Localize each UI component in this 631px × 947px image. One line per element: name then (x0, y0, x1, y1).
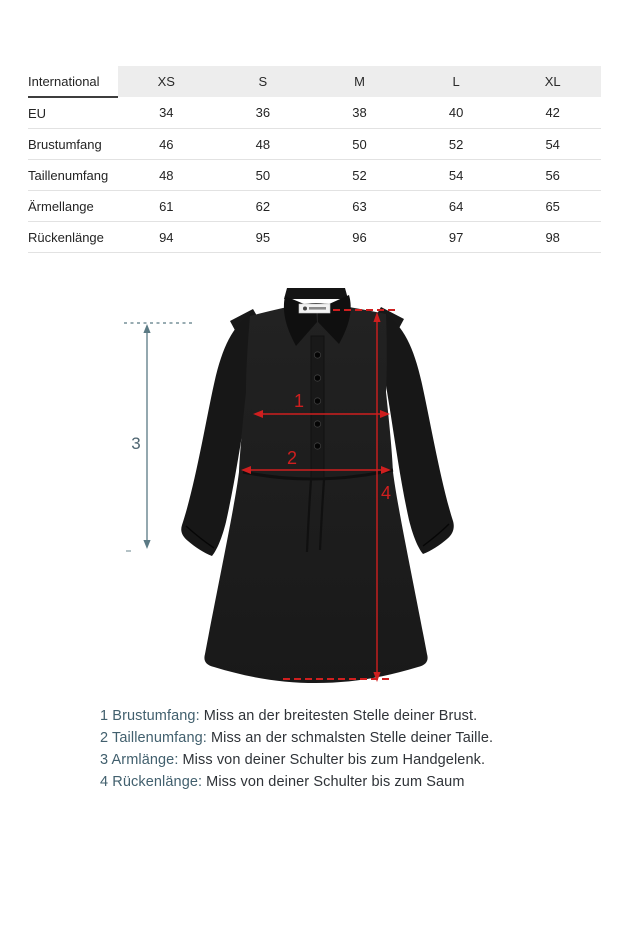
size-header-m: M (311, 66, 408, 97)
collar-band (284, 288, 348, 299)
row-label-taillenumfang: Taillenumfang (28, 160, 118, 191)
row-label-eu: EU (28, 97, 118, 129)
chest-number: 1 (293, 391, 305, 411)
size-header-s: S (215, 66, 312, 97)
cell-value: 52 (311, 160, 408, 191)
cell-value: 63 (311, 191, 408, 222)
legend-label: 2 Taillenumfang: (100, 730, 207, 746)
size-header-xs: XS (118, 66, 215, 97)
size-table (28, 66, 601, 253)
cell-value: 97 (408, 222, 505, 253)
legend-description: Miss an der schmalsten Stelle deiner Taille. (210, 730, 494, 746)
cell-value: 65 (504, 191, 601, 222)
row-label-brustumfang: Brustumfang (28, 129, 118, 160)
size-table-header-row (28, 66, 601, 97)
measurement-legend (100, 705, 560, 793)
table-corner-label: International (28, 66, 118, 97)
cell-value: 56 (504, 160, 601, 191)
legend-label: 3 Armlänge: (100, 752, 179, 768)
back-length-number: 4 (380, 483, 392, 503)
size-header-l: L (408, 66, 505, 97)
row-label-rueckenlaenge: Rückenlänge (28, 222, 118, 253)
legend-description: Miss an der breitesten Stelle deiner Brust. (203, 708, 478, 724)
cell-value: 36 (215, 97, 312, 129)
measurement-diagram (0, 280, 631, 710)
legend-item-waist (100, 727, 560, 749)
legend-item-back (100, 771, 560, 793)
table-row (28, 191, 601, 222)
brand-label-tag (299, 304, 330, 313)
cell-value: 54 (504, 129, 601, 160)
size-header-xl: XL (504, 66, 601, 97)
cell-value: 38 (311, 97, 408, 129)
cell-value: 50 (215, 160, 312, 191)
table-row (28, 97, 601, 129)
cell-value: 62 (215, 191, 312, 222)
legend-item-arm (100, 749, 560, 771)
cell-value: 64 (408, 191, 505, 222)
legend-label: 4 Rückenlänge: (100, 774, 203, 790)
legend-label: 1 Brustumfang: (100, 708, 200, 724)
cell-value: 52 (408, 129, 505, 160)
table-row (28, 129, 601, 160)
cell-value: 42 (504, 97, 601, 129)
waist-number: 2 (286, 448, 298, 468)
legend-item-chest (100, 705, 560, 727)
cell-value: 50 (311, 129, 408, 160)
legend-description: Miss von deiner Schulter bis zum Handgelenk. (182, 752, 486, 768)
cell-value: 54 (408, 160, 505, 191)
cell-value: 48 (215, 129, 312, 160)
cell-value: 96 (311, 222, 408, 253)
arm-length-number: 3 (131, 434, 141, 453)
cell-value: 94 (118, 222, 215, 253)
cell-value: 34 (118, 97, 215, 129)
legend-description: Miss von deiner Schulter bis zum Saum (206, 774, 465, 790)
cell-value: 46 (118, 129, 215, 160)
table-row (28, 222, 601, 253)
cell-value: 95 (215, 222, 312, 253)
cell-value: 40 (408, 97, 505, 129)
table-row (28, 160, 601, 191)
row-label-aermellange: Ärmellange (28, 191, 118, 222)
cell-value: 48 (118, 160, 215, 191)
cell-value: 98 (504, 222, 601, 253)
cell-value: 61 (118, 191, 215, 222)
